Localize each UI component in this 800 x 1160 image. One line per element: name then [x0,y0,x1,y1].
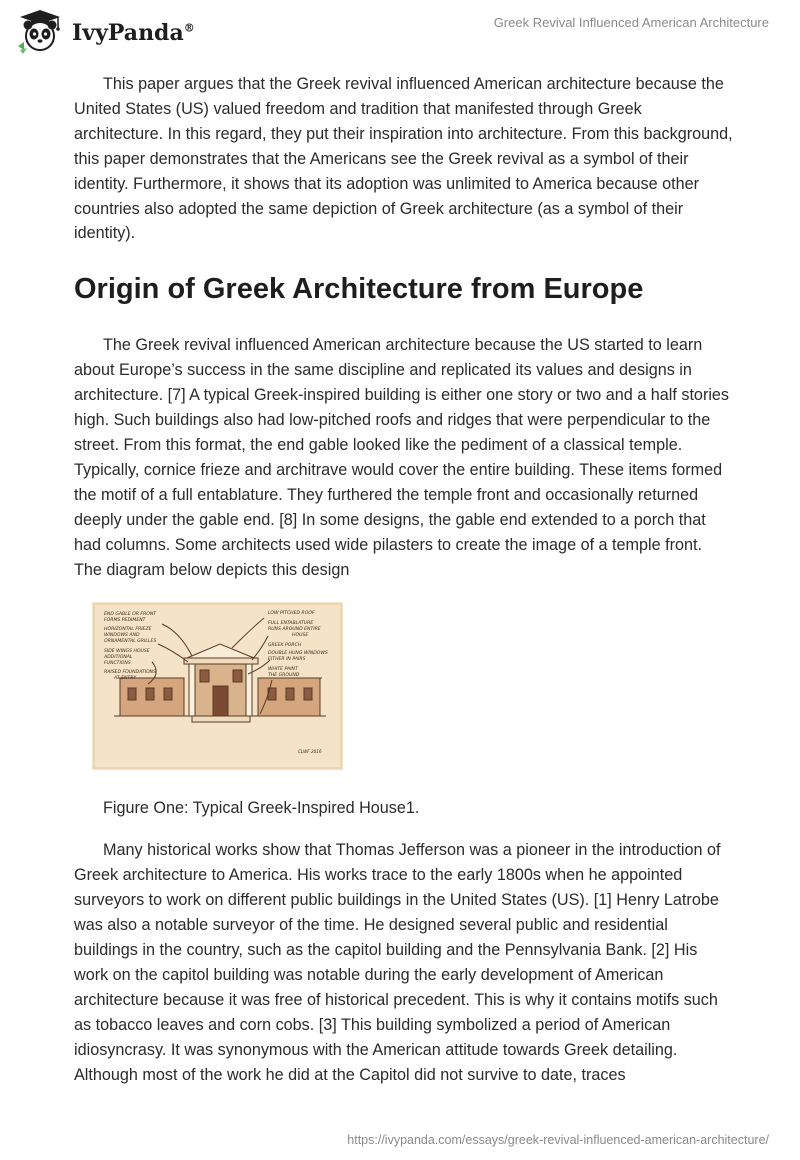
figure-label: HORIZONTAL FRIEZE [104,627,152,633]
figure-caption: Figure One: Typical Greek-Inspired House1. [103,799,420,818]
figure-label: END GABLE OR FRONT [104,612,157,618]
greek-house-diagram [92,602,343,770]
figure-signature: CLWF 2016 [298,749,322,755]
page-header [0,0,800,60]
figure-label: DOUBLE HUNG WINDOWS [268,651,328,657]
figure-label: THE GROUND [268,673,300,679]
figure-label: GREEK PORCH [268,643,302,649]
article-body [74,72,734,1087]
intro-paragraph: This paper argues that the Greek revival influenced American architecture because the United States (US) valued freedom and tradition that manifested through Greek architecture. In this regard, they put their inspiration into architecture. From this background, this paper demonstrates that the Americans see the Greek revival as a symbol of their identity. Furthermore, it shows that its adoption was unlimited to America because other countries also adopted the same depiction of Greek architecture (as a symbol of their identity). [74,75,733,243]
paragraph-origin: The Greek revival influenced American architecture because the US started to learn about Europe’s success in the same discipline and replicated its values and designs in architecture. [7] A typical Greek-inspired building is either one story or two and a half stories high. Such buildings also had low-pitched roofs and ridges that were perpendicular to the street. From this format, the end gable looked like the pediment of a classical temple. Typically, cornice frieze and architrave would cover the entire building. These items formed the motif of a full entablature. They furthered the temple front and occasionally returned deeply under the gable end. [8] In some designs, the gable end extended to a porch that had columns. Some architects used wide pilasters to create the image of a temple front. The diagram below depicts this design [74,336,730,579]
figure-label: FULL ENTABLATURE [268,621,314,627]
figure-label: SIDE WINGS HOUSE [104,649,150,655]
figure-label: FUNCTIONS [104,661,131,667]
source-url[interactable]: https://ivypanda.com/essays/greek-revival-influenced-american-architecture/ [347,1133,769,1147]
figure-label: RUNS AROUND ENTIRE [268,627,321,633]
section-heading: Origin of Greek Architecture from Europe [74,273,644,306]
figure-label: WHITE PAINT [268,667,298,673]
paragraph-jefferson: Many historical works show that Thomas Jefferson was a pioneer in the introduction of Greek architecture to America. His works trace to the early 1800s when he appointed surveyors to work on different public buildings in the United States (US). [1] Henry Latrobe was also a notable surveyor of the time. He designed several public and residential buildings in the country, such as the capitol building and the Pennsylvania Bank. [2] His work on the capitol building was notable during the early development of American architecture because it was free of historical precedent. This is why it contains motifs such as tobacco leaves and corn cobs. [3] This building symbolized a period of American idiosyncrasy. It was synonymous with the American attitude towards Greek detailing. Although most of the work he did at the Capitol did not survive to date, traces [74,841,721,1084]
figure-label: WINDOWS AND [104,633,140,639]
figure-label: EITHER IN PAIRS [268,657,306,663]
brand-logo[interactable] [14,8,195,54]
panda-graduate-icon [14,8,66,54]
document-title: Greek Revival Influenced American Architecture [493,15,769,30]
brand-name: IvyPanda® [72,20,195,46]
figure-label: ORNAMENTAL GRILLES [104,639,157,645]
figure-label: RAISED FOUNDATIONS [104,670,157,676]
figure-label: HOUSE [292,633,309,639]
figure-label: AT ENTRY [114,676,137,682]
figure-label: ADDITIONAL [104,655,133,661]
figure-label: FORMS PEDIMENT [104,618,146,624]
figure-label: LOW PITCHED ROOF [268,611,315,617]
